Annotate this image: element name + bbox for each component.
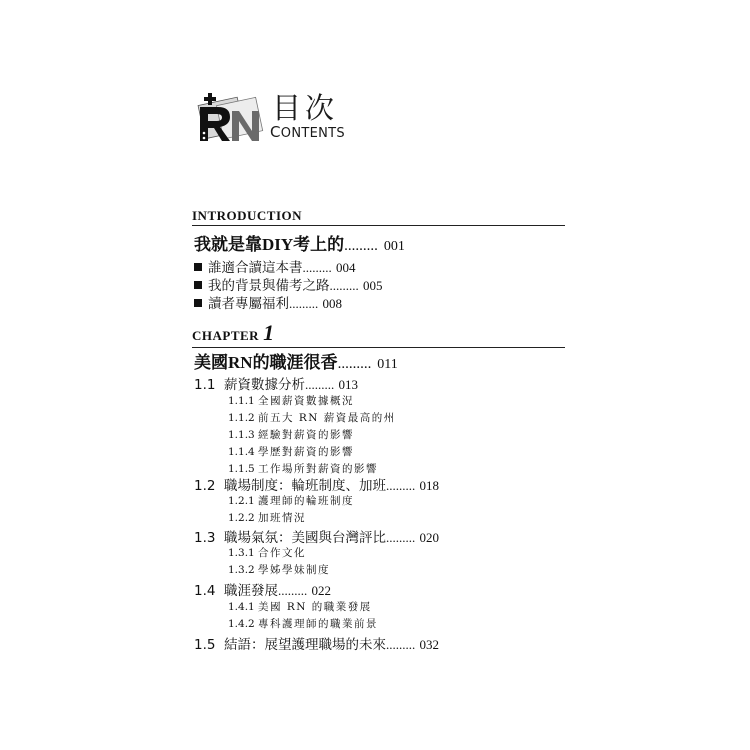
- toc-subsection[interactable]: 1.1.4 學歷對薪資的影響: [228, 446, 354, 458]
- toc-subsection[interactable]: 1.4.1 美國 RN 的職業發展: [228, 601, 372, 613]
- toc-bullet-item[interactable]: 誰適合讀這本書......... 004: [194, 256, 356, 276]
- toc-subsection[interactable]: 1.1.2 前五大 RN 薪資最高的州: [228, 412, 396, 424]
- toc-section-1-4[interactable]: 1.4 職涯發展......... 022: [194, 583, 332, 599]
- toc-entry-chapter-1[interactable]: 美國RN的職涯很香......... 011: [194, 353, 398, 373]
- toc-subsection[interactable]: 1.3.1 合作文化: [228, 547, 306, 559]
- square-bullet-icon: [194, 263, 202, 271]
- toc-subsection[interactable]: 1.1.5 工作場所對薪資的影響: [228, 463, 378, 475]
- toc-bullet-item[interactable]: 我的背景與備考之路......... 005: [194, 274, 383, 294]
- toc-section-1-2[interactable]: 1.2 職場制度：輪班制度、加班......... 018: [194, 478, 440, 494]
- contents-title-zh: 目次: [272, 91, 339, 125]
- contents-title-en: CONTENTS: [270, 123, 345, 141]
- toc-section-1-5[interactable]: 1.5 結語：展望護理職場的未來......... 032: [194, 637, 440, 653]
- toc-subsection[interactable]: 1.2.1 護理師的輪班制度: [228, 495, 354, 507]
- square-bullet-icon: [194, 281, 202, 289]
- toc-subsection[interactable]: 1.1.3 經驗對薪資的影響: [228, 429, 354, 441]
- toc-entry-intro[interactable]: 我就是靠DIY考上的......... 001: [194, 235, 405, 255]
- toc-bullet-item[interactable]: 讀者專屬福利......... 008: [194, 292, 342, 312]
- toc-subsection[interactable]: 1.3.2 學姊學妹制度: [228, 564, 330, 576]
- toc-subsection[interactable]: 1.2.2 加班情況: [228, 512, 306, 524]
- chapter-1-heading: CHAPTER 1: [192, 320, 565, 348]
- square-bullet-icon: [194, 299, 202, 307]
- toc-section-1-3[interactable]: 1.3 職場氣氛：美國與台灣評比......... 020: [194, 530, 440, 546]
- toc-subsection[interactable]: 1.1.1 全國薪資數據概況: [228, 395, 354, 407]
- toc-section-1-1[interactable]: 1.1 薪資數據分析......... 013: [194, 377, 359, 393]
- rn-logo: [196, 93, 266, 149]
- toc-subsection[interactable]: 1.4.2 專科護理師的職業前景: [228, 618, 378, 630]
- introduction-heading: INTRODUCTION: [192, 208, 565, 226]
